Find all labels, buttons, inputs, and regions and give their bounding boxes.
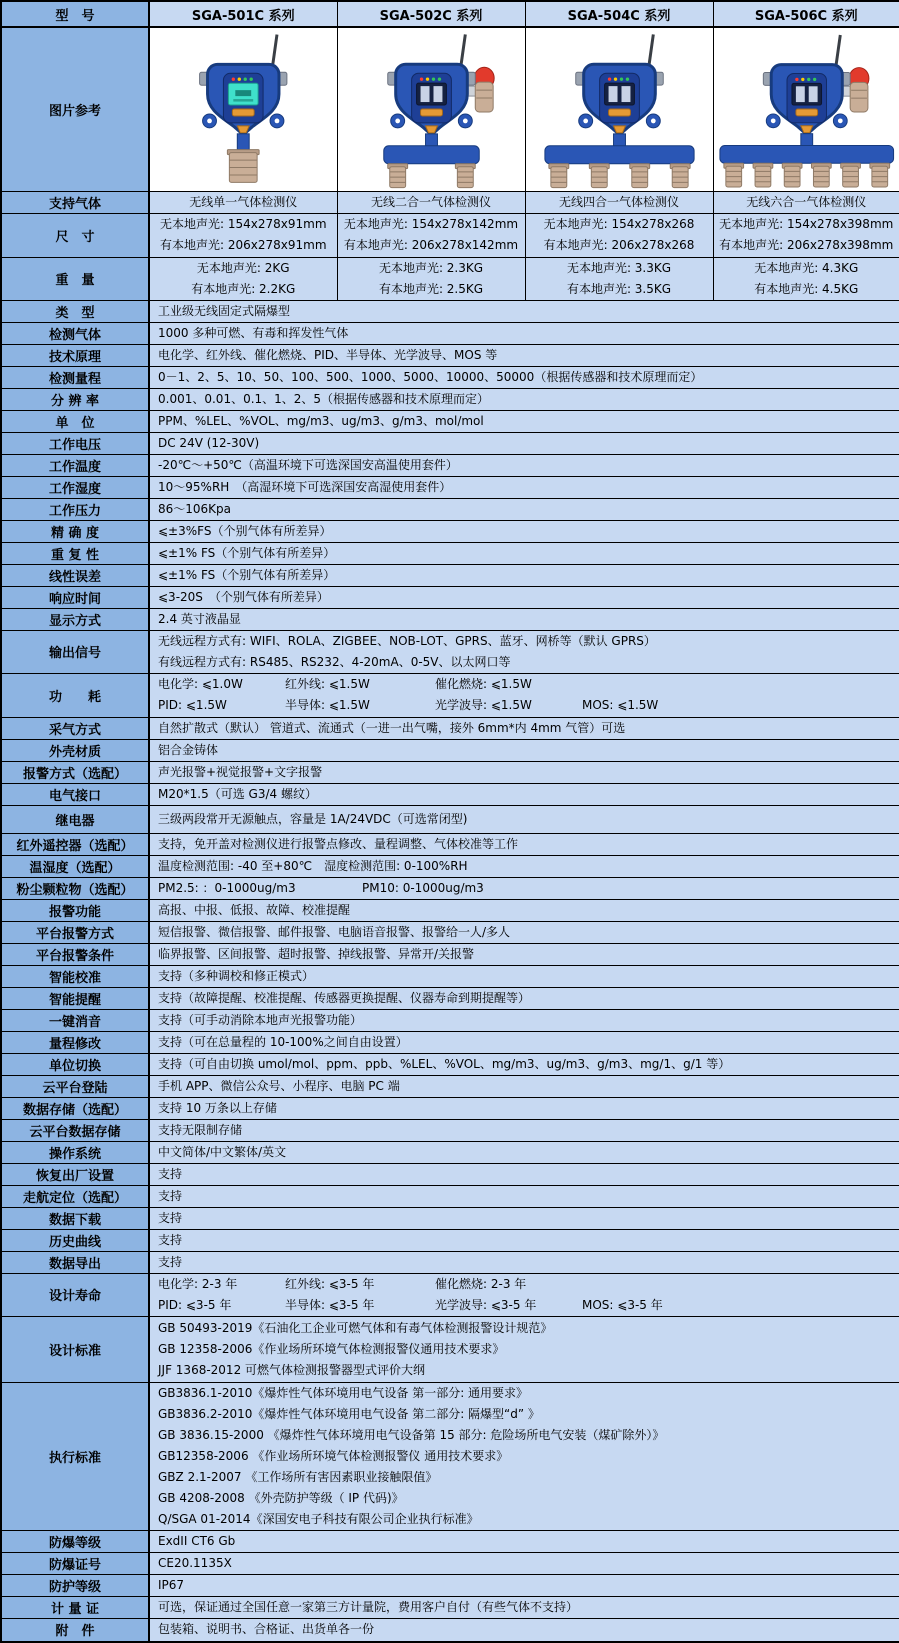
spec-row (1, 564, 899, 586)
spec-row (1, 191, 899, 213)
spec-row (1, 432, 899, 454)
row-value: 支持，免开盖对检测仪进行报警点修改、量程调整、气体校准等工作 (149, 833, 899, 855)
row-label: 继电器 (1, 805, 149, 833)
row-value: 2.4 英寸液晶显 (149, 608, 899, 630)
row-value: ⩽±3%FS（个别气体有所差异） (149, 520, 899, 542)
row-value: 支持（可手动消除本地声光报警功能） (149, 1009, 899, 1031)
row-value: 中文简体/中文繁体/英文 (149, 1141, 899, 1163)
wireless-6in1-gas-detector-illustration (714, 28, 899, 190)
model-header-sga-506c: SGA-506C 系列 (713, 1, 899, 27)
row-value (149, 1273, 899, 1316)
spec-row (1, 1229, 899, 1251)
spec-row (1, 899, 899, 921)
row-label: 走航定位（选配） (1, 1185, 149, 1207)
row-label: 平台报警方式 (1, 921, 149, 943)
value-segment: 半导体: ⩽1.5W (285, 695, 435, 716)
spec-row (1, 1596, 899, 1618)
row-value: 无本地声光: 154x278x91mm 有本地声光: 206x278x91mm (149, 213, 337, 257)
spec-row (1, 476, 899, 498)
wireless-6in1-gas-detector (714, 28, 899, 190)
row-label: 云平台数据存储 (1, 1119, 149, 1141)
row-label: 支持气体 (1, 191, 149, 213)
row-label: 数据下载 (1, 1207, 149, 1229)
value-segment: 催化燃烧: 2-3 年 (435, 1274, 526, 1295)
model-header-sga-501c: SGA-501C 系列 (149, 1, 337, 27)
value-segment: 光学波导: ⩽3-5 年 (435, 1295, 582, 1316)
row-value: 0－1、2、5、10、50、100、500、1000、5000、10000、50000（根据传感器和技术原理而定） (149, 366, 899, 388)
row-value: 支持 (149, 1251, 899, 1273)
spec-row (1, 1251, 899, 1273)
row-label: 平台报警条件 (1, 943, 149, 965)
row-label: 报警功能 (1, 899, 149, 921)
value-segment: PID: ⩽1.5W (158, 695, 285, 716)
row-value: 1000 多种可燃、有毒和挥发性气体 (149, 322, 899, 344)
spec-row (1, 213, 899, 257)
row-value: 临界报警、区间报警、超时报警、掉线报警、异常开/关报警 (149, 943, 899, 965)
row-value: 声光报警+视觉报警+文字报警 (149, 761, 899, 783)
spec-row (1, 921, 899, 943)
value-segment: 催化燃烧: ⩽1.5W (435, 674, 532, 695)
image-row-label: 图片参考 (1, 27, 149, 191)
row-value: GB3836.1-2010《爆炸性气体环境用电气设备 第一部分: 通用要求》 GB3836.2-2010《爆炸性气体环境用电气设备 第二部分: 隔爆型“d” 》 GB 3836.15-2000 《爆炸性气体环境用电气设备第 15 部分: 危险场所电气安装（煤矿除外）》 GB12358-2006 《作业场所环境气体检测报警仪 通用技术要求》 GBZ 2.1-2007 《工作场所有害因素职业接触限值》 GB 4208-2008 《外壳防护等级（ IP 代码)》 Q/SGA 01-2014《深国安电子科技有限公司企业执行标准》 (149, 1382, 899, 1530)
row-value: 0.001、0.01、0.1、1、2、5（根据传感器和技术原理而定） (149, 388, 899, 410)
row-value: DC 24V (12-30V) (149, 432, 899, 454)
row-value: 电化学、红外线、催化燃烧、PID、半导体、光学波导、MOS 等 (149, 344, 899, 366)
row-value: 支持 10 万条以上存储 (149, 1097, 899, 1119)
row-value: 支持 (149, 1229, 899, 1251)
row-label: 工作电压 (1, 432, 149, 454)
spec-row (1, 877, 899, 899)
spec-row (1, 943, 899, 965)
row-label: 操作系统 (1, 1141, 149, 1163)
row-label: 工作压力 (1, 498, 149, 520)
value-segment: MOS: ⩽1.5W (582, 695, 658, 716)
spec-row (1, 1618, 899, 1642)
manifold (544, 146, 693, 164)
model-row-label: 型 号 (1, 1, 149, 27)
row-label: 执行标准 (1, 1382, 149, 1530)
row-value: 支持（可自由切换 umol/mol、ppm、ppb、%LEL、%VOL、mg/m3、ug/m3、g/m3、mg/1、g/1 等） (149, 1053, 899, 1075)
spec-row (1, 1530, 899, 1552)
spec-row (1, 344, 899, 366)
spec-row (1, 1097, 899, 1119)
row-label: 设计寿命 (1, 1273, 149, 1316)
spec-row (1, 1207, 899, 1229)
row-value: 无本地声光: 154x278x268 有本地声光: 206x278x268 (525, 213, 713, 257)
device-image-cell-1 (149, 27, 337, 191)
row-value: 手机 APP、微信公众号、小程序、电脑 PC 端 (149, 1075, 899, 1097)
value-segment: 红外线: ⩽1.5W (285, 674, 435, 695)
wireless-4in1-gas-detector (526, 28, 713, 190)
row-value: 温度检测范围: -40 至+80℃ 湿度检测范围: 0-100%RH (149, 855, 899, 877)
row-value: GB 50493-2019《石油化工企业可燃气体和有毒气体检测报警设计规范》 GB 12358-2006《作业场所环境气体检测报警仪通用技术要求》 JJF 1368-2012 可燃气体检测报警器型式评价大纲 (149, 1316, 899, 1382)
spec-row (1, 257, 899, 300)
spec-row (1, 1273, 899, 1316)
row-label: 单位切换 (1, 1053, 149, 1075)
row-label: 红外遥控器（选配） (1, 833, 149, 855)
wireless-single-gas-detector-illustration (150, 28, 337, 190)
wireless-4in1-gas-detector-illustration (526, 28, 713, 190)
row-label: 响应时间 (1, 586, 149, 608)
value-segment: 电化学: ⩽1.0W (158, 674, 285, 695)
row-value: 无本地声光: 2.3KG 有本地声光: 2.5KG (337, 257, 525, 300)
row-label: 云平台登陆 (1, 1075, 149, 1097)
wireless-2in1-gas-detector (338, 28, 525, 190)
row-value: 10～95%RH （高湿环境下可选深国安高湿使用套件） (149, 476, 899, 498)
spec-row (1, 1119, 899, 1141)
row-label: 重 复 性 (1, 542, 149, 564)
spec-table-body (1, 27, 899, 1642)
spec-row (1, 1075, 899, 1097)
row-label: 输出信号 (1, 630, 149, 673)
spec-row (1, 855, 899, 877)
spec-row (1, 805, 899, 833)
model-header-sga-504c: SGA-504C 系列 (525, 1, 713, 27)
row-label: 技术原理 (1, 344, 149, 366)
wireless-2in1-gas-detector-illustration (338, 28, 525, 190)
value-segment: MOS: ⩽3-5 年 (582, 1295, 663, 1316)
row-value: 支持（故障提醒、校准提醒、传感器更换提醒、仪器寿命到期提醒等） (149, 987, 899, 1009)
row-label: 线性误差 (1, 564, 149, 586)
row-value: 支持 (149, 1163, 899, 1185)
row-label: 精 确 度 (1, 520, 149, 542)
row-value: PPM、%LEL、%VOL、mg/m3、ug/m3、g/m3、mol/mol (149, 410, 899, 432)
spec-row (1, 739, 899, 761)
row-label: 历史曲线 (1, 1229, 149, 1251)
row-label: 一键消音 (1, 1009, 149, 1031)
row-value: 三级两段常开无源触点，容量是 1A/24VDC（可选常闭型) (149, 805, 899, 833)
row-label: 数据导出 (1, 1251, 149, 1273)
row-label: 附 件 (1, 1618, 149, 1642)
row-label: 尺 寸 (1, 213, 149, 257)
spec-row (1, 717, 899, 739)
row-value: 可选，保证通过全国任意一家第三方计量院，费用客户自付（有些气体不支持） (149, 1596, 899, 1618)
row-label: 工作温度 (1, 454, 149, 476)
row-label: 采气方式 (1, 717, 149, 739)
spec-row (1, 1009, 899, 1031)
row-label: 粉尘颗粒物（选配） (1, 877, 149, 899)
device-image-cell-4 (713, 27, 899, 191)
row-value: 无线六合一气体检测仪 (713, 191, 899, 213)
row-label: 设计标准 (1, 1316, 149, 1382)
image-row (1, 27, 899, 191)
row-value: 支持 (149, 1207, 899, 1229)
row-label: 防爆证号 (1, 1552, 149, 1574)
spec-row (1, 322, 899, 344)
row-value: 自然扩散式（默认） 管道式、流通式（一进一出气嘴，接外 6mm*内 4mm 气管）可选 (149, 717, 899, 739)
row-label: 重 量 (1, 257, 149, 300)
row-value: 支持 (149, 1185, 899, 1207)
row-value: ⩽±1% FS（个别气体有所差异） (149, 564, 899, 586)
row-value: 支持无限制存储 (149, 1119, 899, 1141)
row-label: 工作湿度 (1, 476, 149, 498)
row-value (149, 877, 899, 899)
row-label: 智能校准 (1, 965, 149, 987)
row-value: ⩽±1% FS（个别气体有所差异） (149, 542, 899, 564)
row-label: 量程修改 (1, 1031, 149, 1053)
value-segment: 半导体: ⩽3-5 年 (285, 1295, 435, 1316)
row-value: 无本地声光: 154x278x142mm 有本地声光: 206x278x142mm (337, 213, 525, 257)
row-value: IP67 (149, 1574, 899, 1596)
row-label: 报警方式（选配） (1, 761, 149, 783)
row-label: 恢复出厂设置 (1, 1163, 149, 1185)
manifold (719, 146, 893, 164)
row-value (149, 673, 899, 717)
value-segment: PID: ⩽3-5 年 (158, 1295, 285, 1316)
value-segment: 光学波导: ⩽1.5W (435, 695, 582, 716)
spec-row (1, 1185, 899, 1207)
row-value: 86～106Kpa (149, 498, 899, 520)
row-value: 无本地声光: 4.3KG 有本地声光: 4.5KG (713, 257, 899, 300)
wireless-single-gas-detector (150, 28, 337, 190)
row-label: 计 量 证 (1, 1596, 149, 1618)
value-segment: PM2.5: ：0-1000ug/m3 (158, 878, 362, 899)
spec-row (1, 498, 899, 520)
spec-row (1, 1141, 899, 1163)
spec-row (1, 388, 899, 410)
row-value: 高报、中报、低报、故障、校准提醒 (149, 899, 899, 921)
row-value: 无线单一气体检测仪 (149, 191, 337, 213)
row-label: 外壳材质 (1, 739, 149, 761)
spec-row (1, 520, 899, 542)
row-value: ExdII CT6 Gb (149, 1530, 899, 1552)
spec-row (1, 673, 899, 717)
spec-row (1, 1574, 899, 1596)
row-label: 单 位 (1, 410, 149, 432)
row-value: ⩽3-20S （个别气体有所差异） (149, 586, 899, 608)
spec-row (1, 1163, 899, 1185)
value-segment: 红外线: ⩽3-5 年 (285, 1274, 435, 1295)
spec-row (1, 833, 899, 855)
model-header-sga-502c: SGA-502C 系列 (337, 1, 525, 27)
row-value: 包装箱、说明书、合格证、出货单各一份 (149, 1618, 899, 1642)
spec-row (1, 630, 899, 673)
row-label: 类 型 (1, 300, 149, 322)
spec-row (1, 300, 899, 322)
row-value: M20*1.5（可选 G3/4 螺纹） (149, 783, 899, 805)
row-label: 智能提醒 (1, 987, 149, 1009)
spec-row (1, 987, 899, 1009)
spec-row (1, 608, 899, 630)
row-value: 工业级无线固定式隔爆型 (149, 300, 899, 322)
row-value: 短信报警、微信报警、邮件报警、电脑语音报警、报警给一人/多人 (149, 921, 899, 943)
manifold (383, 146, 478, 164)
spec-row (1, 1552, 899, 1574)
spec-row (1, 454, 899, 476)
row-value: 无线二合一气体检测仪 (337, 191, 525, 213)
row-label: 检测量程 (1, 366, 149, 388)
row-value: 无线四合一气体检测仪 (525, 191, 713, 213)
row-value: 支持（多种调校和修正模式） (149, 965, 899, 987)
row-label: 电气接口 (1, 783, 149, 805)
spec-row (1, 1382, 899, 1530)
row-value: -20℃～+50℃（高温环境下可选深国安高温使用套件） (149, 454, 899, 476)
spec-row (1, 783, 899, 805)
row-value: 无本地声光: 2KG 有本地声光: 2.2KG (149, 257, 337, 300)
spec-row (1, 1316, 899, 1382)
row-label: 检测气体 (1, 322, 149, 344)
device-image-cell-3 (525, 27, 713, 191)
row-value: 无线远程方式有: WIFI、ROLA、ZIGBEE、NOB-LOT、GPRS、蓝牙、网桥等（默认 GPRS） 有线远程方式有: RS485、RS232、4-20mA、0-5V、以太网口等 (149, 630, 899, 673)
row-value: CE20.1135X (149, 1552, 899, 1574)
spec-row (1, 1031, 899, 1053)
row-value: 无本地声光: 3.3KG 有本地声光: 3.5KG (525, 257, 713, 300)
spec-row (1, 1053, 899, 1075)
row-label: 功 耗 (1, 673, 149, 717)
row-label: 显示方式 (1, 608, 149, 630)
row-label: 数据存储（选配） (1, 1097, 149, 1119)
row-value: 支持（可在总量程的 10-100%之间自由设置） (149, 1031, 899, 1053)
value-segment: 电化学: 2-3 年 (158, 1274, 285, 1295)
row-label: 分 辨 率 (1, 388, 149, 410)
spec-row (1, 586, 899, 608)
spec-row (1, 542, 899, 564)
spec-row (1, 410, 899, 432)
spec-row (1, 366, 899, 388)
row-value: 无本地声光: 154x278x398mm 有本地声光: 206x278x398mm (713, 213, 899, 257)
value-segment: PM10: 0-1000ug/m3 (362, 878, 484, 899)
device-image-cell-2 (337, 27, 525, 191)
header-row (1, 1, 899, 27)
spec-row (1, 965, 899, 987)
spec-row (1, 761, 899, 783)
row-label: 防爆等级 (1, 1530, 149, 1552)
row-value: 铝合金铸体 (149, 739, 899, 761)
row-label: 防护等级 (1, 1574, 149, 1596)
row-label: 温湿度（选配） (1, 855, 149, 877)
